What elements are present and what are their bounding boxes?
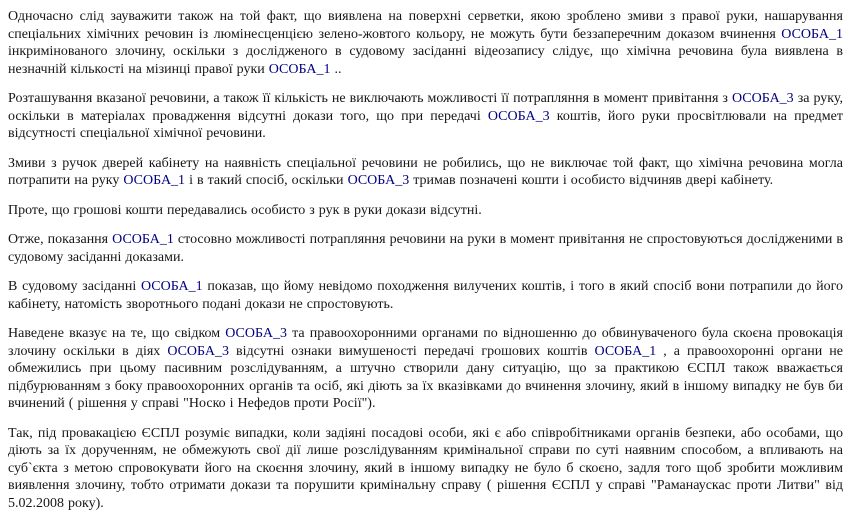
person-link[interactable]: ОСОБА_3 xyxy=(167,343,230,359)
paragraph: Отже, показання ОСОБА_1 стосовно можливості потрапляння речовини на руки в момент привітання не спростовуються дослідженими в судовому засіданні доказами. xyxy=(8,232,843,265)
paragraph: Одночасно слід зауважити також на той факт, що виявлена на поверхні серветки, якою зроблено змиви з правої руки, нашарування спеціальних хімічних речовин із люмінесценцією зелено-жовтого кольору, не можуть бути беззаперечним доказом вчинення ОСОБА_1 інкримінованого злочину, оскільки з дослідженого в судовому засіданні відеозапису слідує, що хімічна речовина була виявлена в незначній кількості на мізинці правої руки ОСОБА_1 .. xyxy=(8,9,843,77)
paragraph: Змиви з ручок дверей кабінету на наявність спеціальної речовини не робились, що не виключає той факт, що хімічна речовина могла потрапити на руку ОСОБА_1 і в такий спосіб, оскільки ОСОБА_3 тримав позначені кошти і особисто відчиняв двері кабінету. xyxy=(8,155,843,188)
person-link[interactable]: ОСОБА_1 xyxy=(594,343,657,359)
person-link[interactable]: ОСОБА_1 xyxy=(123,173,186,188)
person-link[interactable]: ОСОБА_3 xyxy=(487,108,550,124)
paragraph: Розташування вказаної речовини, а також її кількість не виключають можливості її потрапляння в момент привітання з ОСОБА_3 за руку, оскільки в матеріалах провадження відсутні докази того, що при передачі ОСОБА_3 коштів, його руки просвітлювали на предмет відсутності спеціальної хімічної речовини. xyxy=(8,91,843,141)
person-link[interactable]: ОСОБА_3 xyxy=(347,173,410,188)
person-link[interactable]: ОСОБА_1 xyxy=(268,61,331,77)
paragraph: Так, під провакацією ЄСПЛ розуміє випадки, коли задіяні посадові особи, які є або співробітниками органів безпеки, або особами, що діють за їх дорученням, не обмежують свої дії лише розслідуванням кримінальної справи по суті наявним способом, а впливають на суб`єкта з метою спровокувати його на скоєння злочину, який в іншому випадку не було б скоєно, задля того щоб зробити можливим виявлення злочину, тобто отримати докази та порушити кримінальну справу ( рішення ЄСПЛ у справі "Раманаускас проти Литви" від 5.02.2008 року). xyxy=(8,425,843,511)
person-link[interactable]: ОСОБА_3 xyxy=(731,91,794,106)
paragraph: Проте, що грошові кошти передавались особисто з рук в руки докази відсутні. xyxy=(8,202,482,218)
person-link[interactable]: ОСОБА_1 xyxy=(112,232,174,247)
paragraph-container xyxy=(8,8,843,512)
person-link[interactable]: ОСОБА_1 xyxy=(140,279,203,294)
person-link[interactable]: ОСОБА_3 xyxy=(225,326,287,341)
paragraph: В судовому засіданні ОСОБА_1 показав, що йому невідомо походження вилучених коштів, і того в який спосіб вони потрапили до його кабінету, натомість зворотнього подані докази не спростовують. xyxy=(8,279,843,312)
paragraph: Наведене вказує на те, що свідком ОСОБА_3 та правоохоронними органами по відношенню до обвинуваченого була скоєна провокація злочину оскільки в діях ОСОБА_3 відсутні ознаки вимушеності передачі грошових коштів ОСОБА_1 , а правоохоронні органи не обмежились при цьому пасивним розслідуванням, а штучно створили дану ситуацію, що за практикою ЄСПЛ також вважається підбурюванням з боку правоохоронних органів та осіб, які діють за їх вказівками до вчинення злочину, який в іншому випадку не був би вчинений ( рішення у справі "Носко і Нефедов проти Росії"). xyxy=(8,326,843,411)
person-link[interactable]: ОСОБА_1 xyxy=(781,26,843,42)
